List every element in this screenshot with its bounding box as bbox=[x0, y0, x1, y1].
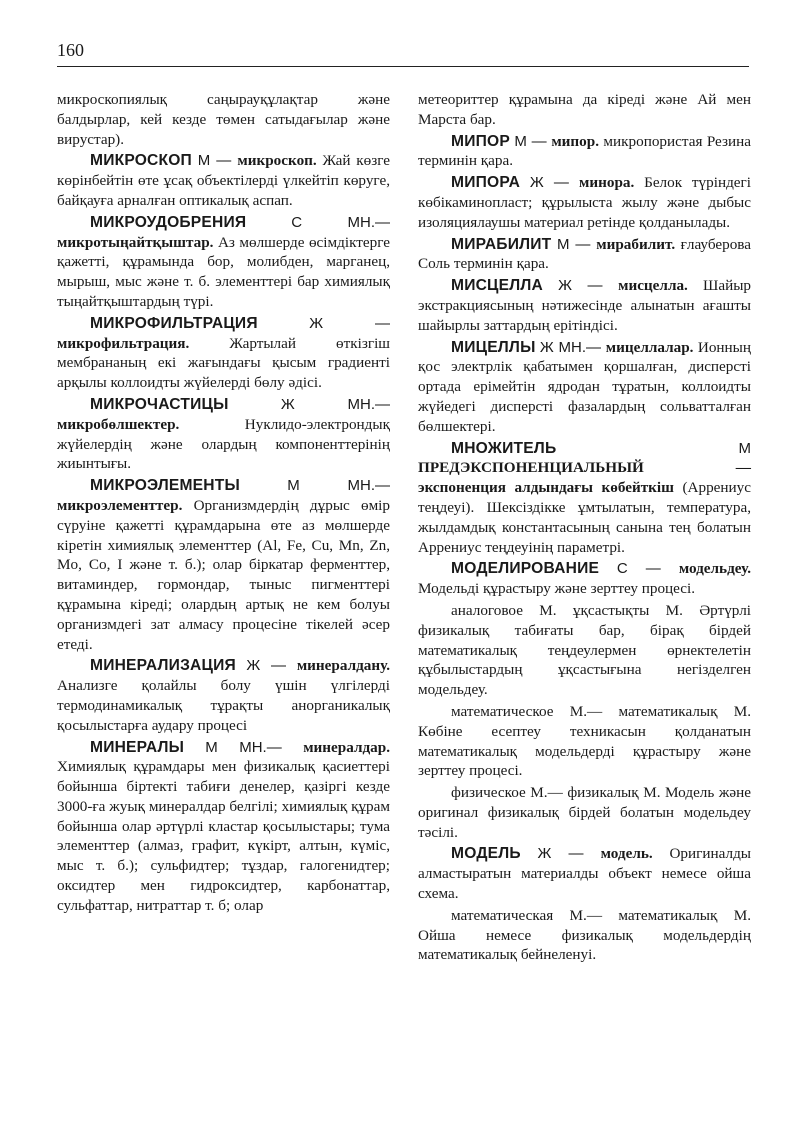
translation: минералдар. bbox=[303, 738, 391, 756]
headword: МИКРОЭЛЕМЕНТЫ bbox=[90, 477, 240, 495]
headword: МИКРОФИЛЬТРАЦИЯ bbox=[90, 314, 258, 332]
sub-entry bbox=[418, 906, 751, 965]
headword: МОДЕЛИРОВАНИЕ bbox=[451, 560, 600, 578]
sub-term: математическая М.— bbox=[451, 906, 619, 924]
definition: Аз мөлшерде өсімдіктерге қажетті, құрамында бор, молибден, марганец, мырыш, мыс және т. б. элементтері бар химиялық тыңайтқыштардың түрі. bbox=[57, 233, 390, 310]
definition: Анализге қолайлы болу үшін үлгілерді термодинамикалық тұрақты анорганикалық қосылыстарға аудару процесі bbox=[57, 677, 390, 734]
translation: минералдану. bbox=[296, 657, 391, 675]
dictionary-entry bbox=[418, 338, 751, 437]
headword: МИРАБИЛИТ bbox=[451, 235, 552, 253]
definition: Нуклидо-электрондық жүйелердің және олардың компоненттерінің жиынтығы. bbox=[57, 415, 390, 473]
definition: математикалық М. Ойша немесе физикалық модельдердің математикалық бейнеленуі. bbox=[418, 906, 751, 964]
grammar-label: М МН.— bbox=[205, 738, 304, 756]
translation: микроскоп. bbox=[237, 152, 317, 170]
grammar-label: М — bbox=[556, 235, 597, 253]
headword: МИКРОСКОП bbox=[90, 152, 192, 170]
dictionary-entry bbox=[418, 132, 751, 172]
dictionary-entry bbox=[57, 213, 390, 312]
translation: микробөлшектер. bbox=[57, 415, 180, 433]
definition: Жай көзге көрінбейтін өте ұсақ объектілерді үлкейтіп көруге, байқауға арналған оптикалық аспап. bbox=[57, 152, 391, 209]
dictionary-entry bbox=[418, 559, 751, 599]
headword: МИНЕРАЛИЗАЦИЯ bbox=[90, 657, 236, 675]
dictionary-entry bbox=[57, 151, 390, 210]
header-rule bbox=[57, 66, 749, 67]
sub-term: аналоговое М. bbox=[451, 601, 557, 619]
grammar-label: М МН.— bbox=[287, 477, 390, 495]
translation: модель. bbox=[600, 845, 653, 863]
grammar-label: Ж — bbox=[558, 277, 619, 295]
grammar-label: С МН.— bbox=[291, 213, 390, 231]
dictionary-entry bbox=[418, 173, 751, 232]
definition: микропористая Резина терминін қара. bbox=[418, 132, 751, 170]
headword: МИНЕРАЛЫ bbox=[90, 738, 185, 756]
definition: Химиялық құрамдары мен физикалық қасиеттері бойынша біртекті табиғи денелер, қазіргі кезде 3000-ға жуық минералдар белгілі; химиялық құрам бойынша олар әртүрлі кластар қосылыстары; тума элементтер (алмаз, графит, күкірт, алтын, күміс, мыс т. б.); сульфидтер; тұздар, галогенидтер; оксидтер мен гидроксидтер, карбонаттар, сульфаттар, нитраттар т. б; олар bbox=[57, 758, 390, 914]
dictionary-entry bbox=[418, 235, 751, 275]
grammar-label: Ж МН.— bbox=[280, 395, 391, 413]
right-column bbox=[418, 90, 751, 967]
grammar-label: Ж — bbox=[529, 174, 580, 192]
headword: МИЦЕЛЛЫ bbox=[451, 338, 536, 356]
dictionary-entry bbox=[57, 476, 390, 654]
dictionary-entry bbox=[57, 738, 390, 916]
headword: МИСЦЕЛЛА bbox=[451, 277, 543, 295]
definition: (Аррениус теңдеуі). Шексіздікке ұмтылатын, температура, жылдамдық константасының санына тең болатын Аррениус теңдеуінің параметрі. bbox=[418, 479, 751, 556]
grammar-label: Ж — bbox=[309, 314, 390, 332]
grammar-label: С — bbox=[616, 560, 679, 578]
definition: Организмдердің дұрыс өмір сүруіне қажетті құрамдарына өте аз мөлшерде кіретін химиялық элементтер (Al, Fe, Cu, Mn, Zn, Mo, Co, I және т. б.); олар біркатар ферменттер, витаминдер, гормондар, тыныс пигменттері құрамына кіреді; олардың артық не кем болуы организмдегі зат алмасу процесіне тікелей әсер етеді. bbox=[57, 496, 390, 653]
dictionary-entry bbox=[418, 844, 751, 903]
continuation-text: метеориттер құрамына да кіреді және Ай мен Марста бар. bbox=[418, 91, 751, 128]
headword: МИПОРА bbox=[451, 174, 521, 192]
translation: модельдеу. bbox=[678, 560, 752, 578]
translation: мирабилит. bbox=[596, 235, 676, 253]
dictionary-entry bbox=[418, 276, 751, 335]
headword: МИКРОУДОБРЕНИЯ bbox=[90, 213, 247, 231]
definition: Шайыр экстракциясының нәтижесінде алынатын ағашты шайырлы заттардың ерітіндісі. bbox=[418, 277, 752, 334]
dictionary-entry bbox=[57, 656, 390, 735]
translation: мипор. bbox=[551, 132, 600, 150]
translation: ПРЕДЭКСПОНЕНЦИАЛЬНЫЙ — экспоненция алдындағы көбейткіш bbox=[418, 459, 751, 497]
definition: Белок түріндегі көбікаминопласт; құрылыста жылу және дыбыс изоляциялаушы материал ретінде қолданылады. bbox=[418, 174, 751, 231]
sub-entry bbox=[418, 783, 751, 842]
sub-term: математическое М.— bbox=[451, 702, 619, 720]
page-number: 160 bbox=[57, 40, 84, 60]
headword: МНОЖИТЕЛЬ bbox=[451, 439, 557, 457]
grammar-label: Ж — bbox=[537, 845, 601, 863]
continued-text bbox=[57, 90, 390, 149]
grammar-label: Ж МН.— bbox=[539, 338, 606, 356]
definition: Ионның қос электрлік қабатымен қоршалған, дисперсті ортада ерімейтін ядродан тұратын, коллоидты жүйедегі дисперсті фазалардың сольватталған бөлшектері. bbox=[418, 338, 752, 435]
definition: Оригиналды алмастыратын материалды объект немесе ойша схема. bbox=[418, 845, 752, 903]
definition: ғлауберова Соль терминін қара. bbox=[418, 235, 751, 273]
sub-entry bbox=[418, 601, 751, 700]
grammar-label: Ж — bbox=[246, 657, 297, 675]
definition: ұқсастықты М. Әртүрлі физикалық табиғаты бар, бірақ бірдей математикалық теңдеулермен өрнектелетін құбылыстардың ұқсастығына негізделген модельдеу. bbox=[418, 601, 752, 699]
grammar-label: М — bbox=[514, 132, 552, 150]
dictionary-entry bbox=[57, 395, 390, 474]
dictionary-entry bbox=[57, 314, 390, 393]
headword: МИПОР bbox=[451, 132, 510, 150]
translation: микротыңайтқыштар. bbox=[57, 233, 214, 251]
sub-entry bbox=[418, 702, 751, 781]
continuation-text: микроскопиялық саңырауқұлақтар және балдырлар, кей кезде төмен сатыдағылар және вирустар). bbox=[57, 91, 390, 148]
translation: мисцелла. bbox=[618, 277, 688, 295]
translation: микрофильтрация. bbox=[57, 334, 190, 352]
headword: МОДЕЛЬ bbox=[451, 845, 521, 863]
translation: минора. bbox=[579, 174, 635, 192]
grammar-label: М — bbox=[197, 152, 238, 170]
dictionary-entry bbox=[418, 439, 751, 558]
definition: Жартылай өткізгіш мембрананың екі жағындағы қысым градиенті арқылы коллоидты жүйелерді бөлу әдісі. bbox=[57, 334, 390, 392]
translation: микроэлементтер. bbox=[57, 496, 183, 514]
translation: мицеллалар. bbox=[605, 338, 694, 356]
grammar-label: М bbox=[738, 439, 751, 457]
sub-term: физическое М.— bbox=[451, 784, 568, 802]
definition: математикалық М. Көбіне есептеу техникасын қолданатын математикалық модельдерді құрастыру және зерттеу процесі. bbox=[418, 702, 752, 780]
continued-text bbox=[418, 90, 751, 130]
definition: Модельді құрастыру және зерттеу процесі. bbox=[418, 580, 696, 598]
left-column bbox=[57, 90, 390, 918]
headword: МИКРОЧАСТИЦЫ bbox=[90, 395, 229, 413]
definition: физикалық М. Модель және оригинал физикалық бірдей болатын модельдеу тәсілі. bbox=[418, 784, 751, 841]
